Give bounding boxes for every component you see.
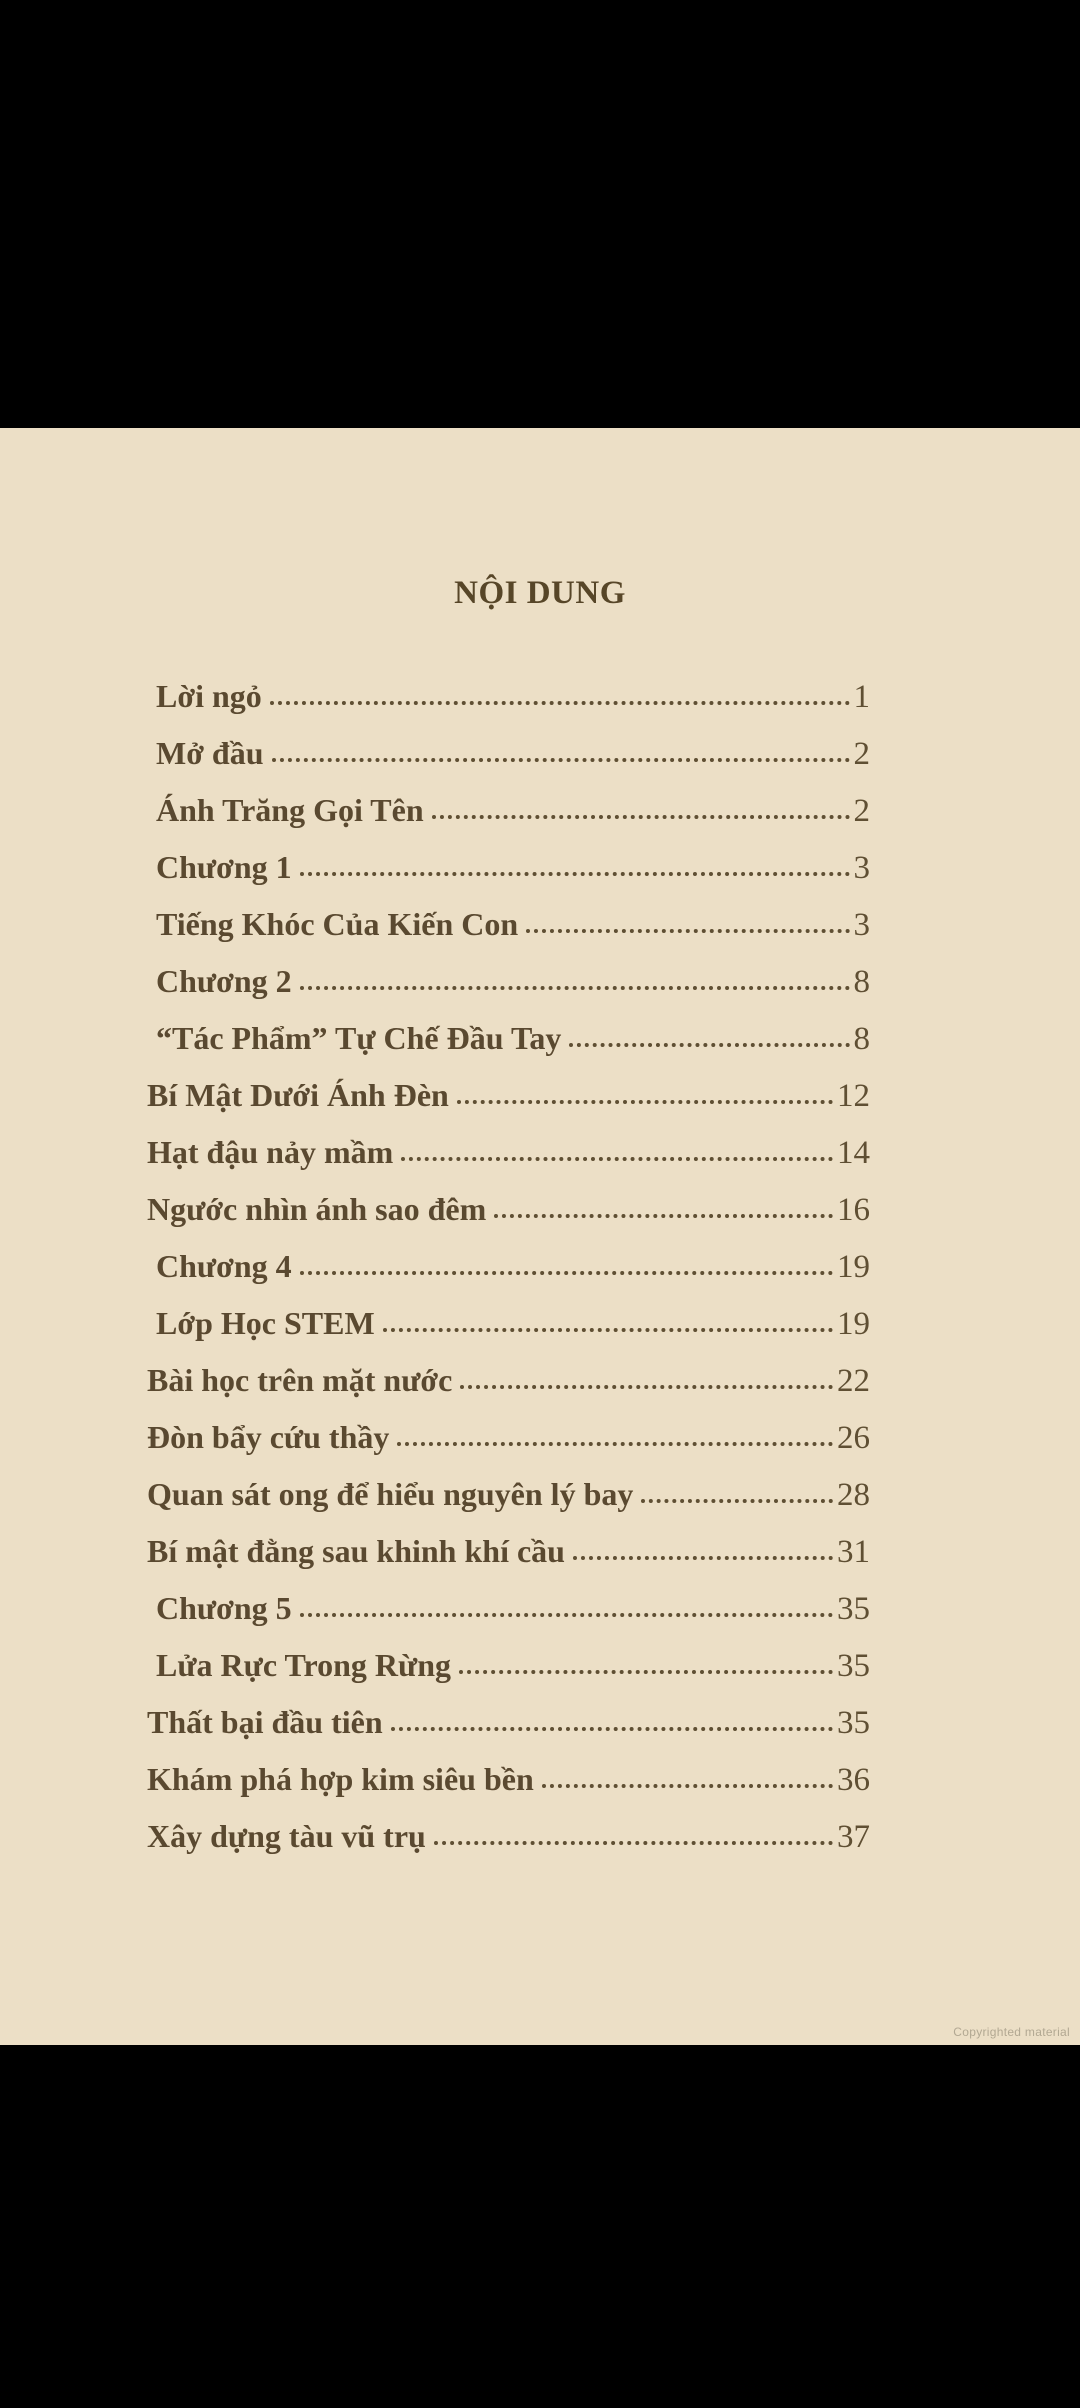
toc-entry[interactable] bbox=[147, 1523, 870, 1580]
toc-dotted-leader bbox=[300, 986, 850, 990]
toc-page-number: 37 bbox=[837, 1819, 870, 1855]
toc-entry[interactable] bbox=[147, 1751, 870, 1808]
toc-dotted-leader bbox=[300, 1613, 833, 1617]
toc-entry-label: Xây dựng tàu vũ trụ bbox=[147, 1818, 426, 1854]
toc-page-number: 3 bbox=[853, 907, 870, 943]
toc-entry-label: Mở đầu bbox=[156, 735, 264, 771]
toc-page-number: 12 bbox=[837, 1078, 870, 1114]
toc-dotted-leader bbox=[460, 1385, 833, 1389]
toc-entry[interactable] bbox=[147, 1637, 870, 1694]
toc-entry-label: Chương 1 bbox=[156, 849, 292, 885]
toc-entry-label: Hạt đậu nảy mầm bbox=[147, 1134, 394, 1170]
toc-dotted-leader bbox=[457, 1100, 833, 1104]
toc-entry[interactable] bbox=[147, 1466, 870, 1523]
toc-list bbox=[147, 668, 870, 1865]
toc-page-number: 2 bbox=[853, 736, 870, 772]
toc-entry[interactable] bbox=[147, 1808, 870, 1865]
toc-entry-label: Tiếng Khóc Của Kiến Con bbox=[156, 906, 519, 942]
toc-dotted-leader bbox=[383, 1328, 833, 1332]
toc-entry[interactable] bbox=[147, 1409, 870, 1466]
toc-entry-label: Lớp Học STEM bbox=[156, 1305, 375, 1341]
toc-page-number: 1 bbox=[853, 679, 870, 715]
toc-dotted-leader bbox=[459, 1670, 833, 1674]
toc-page-number: 19 bbox=[837, 1306, 870, 1342]
toc-entry[interactable] bbox=[147, 896, 870, 953]
toc-dotted-leader bbox=[573, 1556, 833, 1560]
toc-entry[interactable] bbox=[147, 1010, 870, 1067]
toc-dotted-leader bbox=[432, 815, 850, 819]
toc-entry[interactable] bbox=[147, 782, 870, 839]
toc-entry[interactable] bbox=[147, 1067, 870, 1124]
toc-entry-label: Ngước nhìn ánh sao đêm bbox=[147, 1191, 487, 1227]
toc-entry[interactable] bbox=[147, 668, 870, 725]
toc-entry[interactable] bbox=[147, 1694, 870, 1751]
watermark: Copyrighted material bbox=[953, 2025, 1070, 2039]
toc-dotted-leader bbox=[401, 1157, 833, 1161]
toc-entry-label: Bí mật đằng sau khinh khí cầu bbox=[147, 1533, 565, 1569]
toc-entry-label: Khám phá hợp kim siêu bền bbox=[147, 1761, 534, 1797]
toc-page-number: 35 bbox=[837, 1591, 870, 1627]
top-letterbox bbox=[0, 0, 1080, 428]
toc-entry[interactable] bbox=[147, 1352, 870, 1409]
toc-page-number: 8 bbox=[853, 964, 870, 1000]
toc-page-number: 8 bbox=[853, 1021, 870, 1057]
toc-dotted-leader bbox=[542, 1784, 833, 1788]
toc-page-number: 14 bbox=[837, 1135, 870, 1171]
toc-page-number: 26 bbox=[837, 1420, 870, 1456]
toc-dotted-leader bbox=[494, 1214, 833, 1218]
toc-dotted-leader bbox=[272, 758, 850, 762]
toc-page-number: 2 bbox=[853, 793, 870, 829]
toc-entry[interactable] bbox=[147, 839, 870, 896]
toc-entry[interactable] bbox=[147, 1124, 870, 1181]
toc-page-number: 35 bbox=[837, 1705, 870, 1741]
toc-dotted-leader bbox=[569, 1043, 849, 1047]
toc-page-number: 16 bbox=[837, 1192, 870, 1228]
toc-page-number: 19 bbox=[837, 1249, 870, 1285]
toc-dotted-leader bbox=[434, 1841, 833, 1845]
toc-dotted-leader bbox=[270, 701, 850, 705]
toc-entry-label: Chương 2 bbox=[156, 963, 292, 999]
toc-dotted-leader bbox=[397, 1442, 833, 1446]
toc-entry[interactable] bbox=[147, 1238, 870, 1295]
toc-page-number: 36 bbox=[837, 1762, 870, 1798]
toc-entry[interactable] bbox=[147, 1295, 870, 1352]
toc-page-number: 35 bbox=[837, 1648, 870, 1684]
toc-entry-label: “Tác Phẩm” Tự Chế Đầu Tay bbox=[156, 1020, 562, 1056]
toc-dotted-leader bbox=[526, 929, 849, 933]
toc-page-number: 22 bbox=[837, 1363, 870, 1399]
toc-entry[interactable] bbox=[147, 1580, 870, 1637]
toc-entry-label: Ánh Trăng Gọi Tên bbox=[156, 792, 424, 828]
toc-entry-label: Chương 4 bbox=[156, 1248, 292, 1284]
book-page bbox=[0, 428, 1080, 2045]
toc-entry-label: Đòn bẩy cứu thầy bbox=[147, 1419, 390, 1455]
toc-page-number: 31 bbox=[837, 1534, 870, 1570]
toc-dotted-leader bbox=[641, 1499, 833, 1503]
page-title: NỘI DUNG bbox=[454, 575, 626, 611]
toc-entry-label: Thất bại đầu tiên bbox=[147, 1704, 383, 1740]
toc-entry-label: Bí Mật Dưới Ánh Đèn bbox=[147, 1077, 449, 1113]
toc-entry-label: Bài học trên mặt nước bbox=[147, 1362, 453, 1398]
toc-dotted-leader bbox=[300, 872, 850, 876]
toc-entry[interactable] bbox=[147, 725, 870, 782]
toc-dotted-leader bbox=[300, 1271, 833, 1275]
bottom-letterbox bbox=[0, 2045, 1080, 2408]
toc-page-number: 3 bbox=[853, 850, 870, 886]
toc-entry-label: Quan sát ong để hiểu nguyên lý bay bbox=[147, 1476, 634, 1512]
toc-entry-label: Chương 5 bbox=[156, 1590, 292, 1626]
toc-entry-label: Lửa Rực Trong Rừng bbox=[156, 1647, 451, 1683]
toc-entry[interactable] bbox=[147, 1181, 870, 1238]
toc-dotted-leader bbox=[391, 1727, 833, 1731]
toc-entry-label: Lời ngỏ bbox=[156, 678, 262, 714]
toc-entry[interactable] bbox=[147, 953, 870, 1010]
toc-page-number: 28 bbox=[837, 1477, 870, 1513]
